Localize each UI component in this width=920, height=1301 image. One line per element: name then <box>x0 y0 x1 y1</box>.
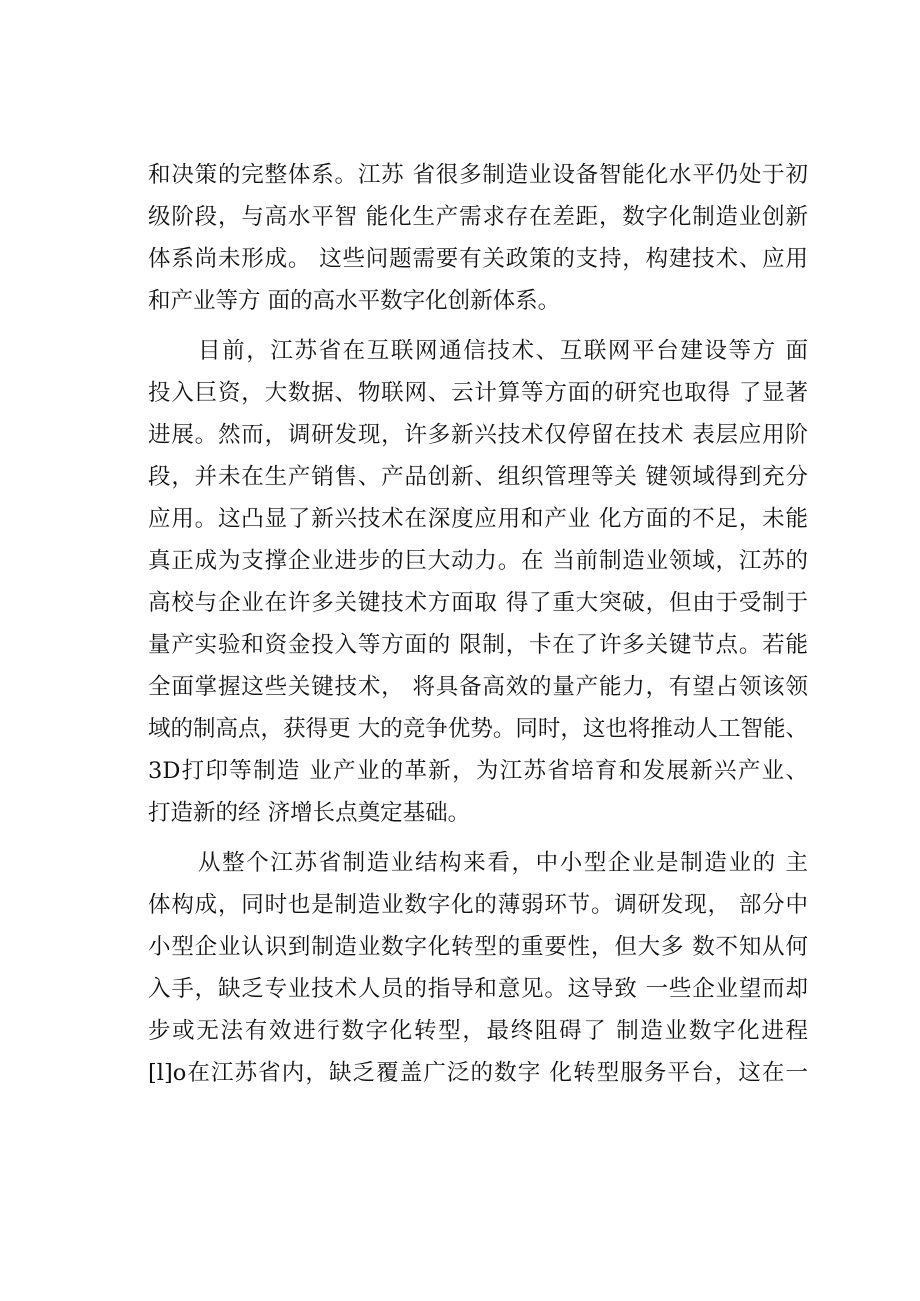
paragraph-line: 入手，缺乏专业技术人员的指导和意见。这导致 一些企业望而却 <box>148 976 808 1002</box>
paragraph-line: 打造新的经 济增长点奠定基础。 <box>148 800 471 826</box>
paragraph-line: 小型企业认识到制造业数字化转型的重要性，但大多 数不知从何 <box>148 934 808 960</box>
paragraph-line: 高校与企业在许多关键技术方面取 得了重大突破，但由于受制于 <box>148 590 808 616</box>
paragraph-line: 全面掌握这些关键技术， 将具备高效的量产能力，有望占领该领 <box>148 674 808 700</box>
paragraph-line: 3D打印等制造 业产业的革新，为江苏省培育和发展新兴产业、 <box>148 758 808 784</box>
paragraph-line: [l]o在江苏省内，缺乏覆盖广泛的数字 化转型服务平台，这在一 <box>148 1060 808 1086</box>
paragraph-line: 目前，江苏省在互联网通信技术、互联网平台建设等方 面 <box>198 338 808 364</box>
paragraph-line: 体系尚未形成。 这些问题需要有关政策的支持，构建技术、应用 <box>148 246 808 272</box>
paragraph-line: 进展。然而，调研发现，许多新兴技术仅停留在技术 表层应用阶 <box>148 422 808 448</box>
paragraph-line: 从整个江苏省制造业结构来看，中小型企业是制造业的 主 <box>198 850 808 876</box>
paragraph-line: 和产业等方 面的高水平数字化创新体系。 <box>148 288 561 314</box>
paragraph-line: 量产实验和资金投入等方面的 限制，卡在了许多关键节点。若能 <box>148 632 808 658</box>
paragraph-line: 真正成为支撑企业进步的巨大动力。在 当前制造业领域，江苏的 <box>148 548 808 574</box>
paragraph-line: 段，并未在生产销售、产品创新、组织管理等关 键领域得到充分 <box>148 464 808 490</box>
paragraph-line: 级阶段，与高水平智 能化生产需求存在差距，数字化制造业创新 <box>148 204 808 230</box>
paragraph-line: 体构成，同时也是制造业数字化的薄弱环节。调研发现， 部分中 <box>148 892 808 918</box>
paragraph-line: 域的制高点，获得更 大的竞争优势。同时，这也将推动人工智能、 <box>148 716 808 742</box>
paragraph-line: 和决策的完整体系。江苏 省很多制造业设备智能化水平仍处于初 <box>148 162 808 188</box>
paragraph-line: 应用。这凸显了新兴技术在深度应用和产业 化方面的不足，未能 <box>148 506 808 532</box>
paragraph-line: 投入巨资，大数据、物联网、云计算等方面的研究也取得 了显著 <box>148 380 808 406</box>
paragraph-line: 步或无法有效进行数字化转型，最终阻碍了 制造业数字化进程 <box>148 1018 808 1044</box>
